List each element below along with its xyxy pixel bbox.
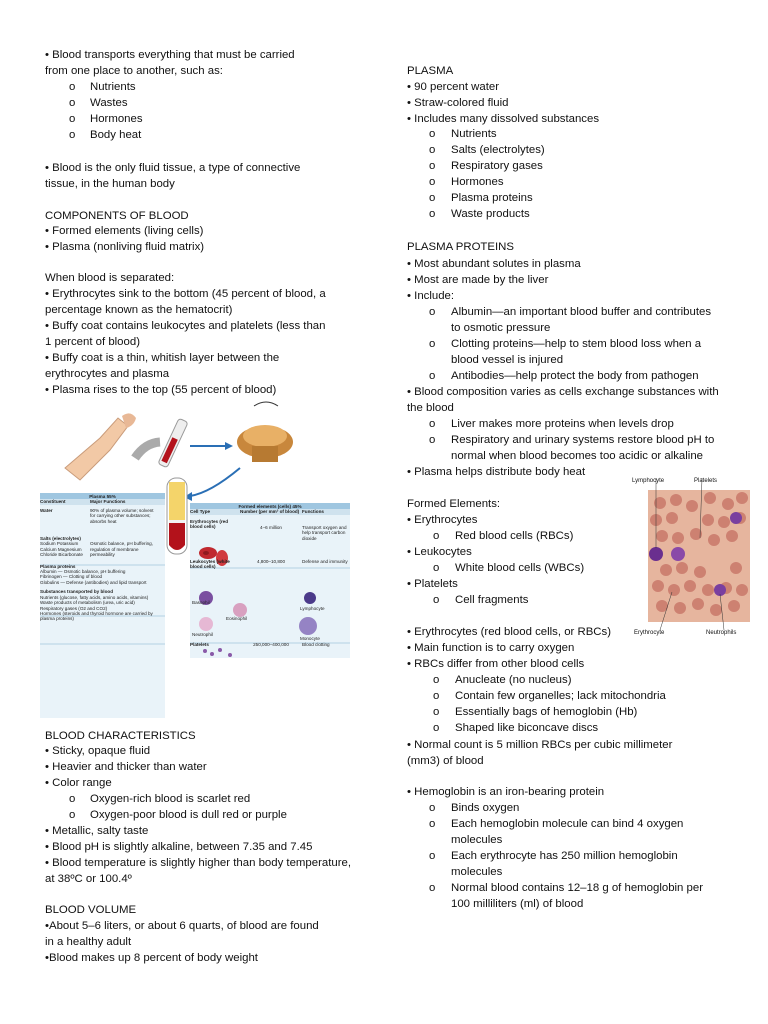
plasma-item: • Straw-colored fluid	[407, 97, 509, 109]
list-bullet: o	[433, 722, 440, 734]
label-monocyte: Monocyte	[300, 636, 320, 641]
transport-item: Wastes	[90, 97, 128, 109]
plasma-substance: Respiratory gases	[451, 160, 543, 172]
component-item: • Plasma (nonliving fluid matrix)	[45, 241, 205, 253]
plasma-item: • 90 percent water	[407, 81, 499, 93]
label-eosinophil: Eosinophil	[226, 616, 248, 621]
list-bullet: o	[429, 882, 436, 894]
separated-line: • Erythrocytes sink to the bottom (45 percent of blood, a	[45, 288, 326, 300]
formed-elements-table	[190, 504, 350, 647]
plasma-proteins-item: • Most abundant solutes in plasma	[407, 258, 581, 270]
volume-line: •About 5–6 liters, or about 6 quarts, of blood are found	[45, 920, 319, 932]
transported-hormones: Hormones (steroids and thyroid hormone are carried by plasma proteins)	[40, 610, 153, 622]
normal-count-line: • Normal count is 5 million RBCs per cubic millimeter	[407, 739, 673, 751]
salts-title: Salts (electrolytes)	[40, 536, 81, 542]
list-bullet: o	[429, 128, 436, 140]
characteristics-item: • Blood temperature is slightly higher than body temperature,	[45, 857, 352, 869]
rbc-feature: Shaped like biconcave discs	[455, 722, 599, 734]
plasma-substance: Salts (electrolytes)	[451, 144, 545, 156]
list-bullet: o	[429, 176, 436, 188]
list-bullet: o	[69, 809, 76, 821]
plasma-substance: Hormones	[451, 176, 504, 188]
transport-item: Body heat	[90, 129, 142, 141]
protein-globulins: Globulins — Defense (antibodies) and lipid transport	[40, 579, 147, 585]
micro-label-lymphocyte: Lymphocyte	[632, 478, 665, 484]
plasma-table	[40, 494, 165, 622]
list-bullet: o	[429, 802, 436, 814]
label-neutrophil: Neutrophil	[192, 632, 213, 637]
volume-line: in a healthy adult	[45, 936, 132, 948]
hemoglobin-fact-line: Normal blood contains 12–18 g of hemoglobin per	[451, 882, 704, 894]
salts-list: Sodium Potassium Calcium Magnesium Chloride Bicarbonate	[40, 541, 83, 558]
formed-element: • Platelets	[407, 578, 458, 590]
left-intro-line: from one place to another, such as:	[45, 65, 223, 77]
list-bullet: o	[429, 306, 436, 318]
separated-line: • Plasma rises to the top (55 percent of blood)	[45, 384, 277, 396]
hemoglobin-fact-line: 100 milliliters (ml) of blood	[451, 898, 584, 910]
hemoglobin-fact-line: molecules	[451, 834, 503, 846]
label-lymphocyte: Lymphocyte	[300, 606, 325, 611]
protein-type-line: blood vessel is injured	[451, 354, 564, 366]
leukocytes-count: 4,800–10,800	[256, 559, 286, 565]
characteristics-item: • Sticky, opaque fluid	[45, 745, 151, 757]
characteristics-item: • Metallic, salty taste	[45, 825, 149, 837]
characteristics-item: • Blood pH is slightly alkaline, between 7.35 and 7.45	[45, 841, 313, 853]
plasma-header: Plasma 55%	[40, 494, 165, 499]
fluid-tissue-line: tissue, in the human body	[45, 178, 175, 190]
rbc-feature: Contain few organelles; lack mitochondria	[455, 690, 666, 702]
list-bullet: o	[429, 338, 436, 350]
formed-element: • Leukocytes	[407, 546, 472, 558]
erythrocytes-count: 4–6 million	[260, 524, 282, 530]
separated-line: percentage known as the hematocrit)	[45, 304, 233, 316]
separated-line: erythrocytes and plasma	[45, 368, 170, 380]
rbc-line: • RBCs differ from other blood cells	[407, 658, 585, 670]
hemoglobin-fact-line: Each hemoglobin molecule can bind 4 oxygen	[451, 818, 684, 830]
composition-item-line: Respiratory and urinary systems restore blood pH to	[451, 434, 715, 446]
volume-line: •Blood makes up 8 percent of body weight	[45, 952, 258, 964]
distribute-line: • Plasma helps distribute body heat	[407, 466, 586, 478]
label-basophil: Basophil	[192, 600, 210, 605]
color-item: Oxygen-poor blood is dull red or purple	[90, 809, 287, 821]
list-bullet: o	[69, 81, 76, 93]
hemoglobin-fact-line: Binds oxygen	[451, 802, 520, 814]
list-bullet: o	[69, 793, 76, 805]
protein-type-line: Albumin—an important blood buffer and contributes	[451, 306, 712, 318]
transport-item: Nutrients	[90, 81, 136, 93]
formed-element-desc: Red blood cells (RBCs)	[455, 530, 574, 542]
formed-element-desc: White blood cells (WBCs)	[455, 562, 585, 574]
list-bullet: o	[433, 530, 440, 542]
separated-line: • Buffy coat contains leukocytes and platelets (less than	[45, 320, 326, 332]
list-bullet: o	[433, 690, 440, 702]
rbc-feature: Essentially bags of hemoglobin (Hb)	[455, 706, 638, 718]
micro-label-platelets: Platelets	[694, 478, 718, 484]
transported-gases: Respiratory gases (O2 and CO2)	[40, 605, 108, 611]
characteristics-item: • Heavier and thicker than water	[45, 761, 207, 773]
separated-heading: When blood is separated:	[45, 272, 175, 284]
plasma-proteins-item: • Include:	[407, 290, 455, 302]
list-bullet: o	[429, 418, 436, 430]
salts-row	[40, 541, 165, 557]
blood-smear-micrograph	[620, 478, 752, 644]
water-row	[40, 508, 165, 524]
composition-item-line: normal when blood becomes too acidic or alkaline	[451, 450, 704, 462]
list-bullet: o	[69, 97, 76, 109]
platelets-label: Platelets	[190, 642, 209, 647]
formed-col-headers	[190, 509, 350, 514]
list-bullet: o	[429, 370, 436, 382]
characteristics-item: • Color range	[45, 777, 112, 789]
list-bullet: o	[69, 113, 76, 125]
col-functions: Functions	[302, 509, 324, 515]
micro-label-neutrophils: Neutrophils	[706, 630, 737, 636]
transport-item: Hormones	[90, 113, 143, 125]
water-fn: 90% of plasma volume; solvent for carrying other substances; absorbs heat	[90, 507, 154, 524]
col-cell-type: Cell Type	[190, 509, 211, 515]
leukocytes-row	[190, 559, 350, 570]
rbc-line: • Erythrocytes (red blood cells, or RBCs)	[407, 626, 612, 638]
platelets-count: 250,000–400,000	[253, 642, 289, 647]
plasma-item: • Includes many dissolved substances	[407, 113, 600, 125]
characteristics-heading: BLOOD CHARACTERISTICS	[45, 730, 196, 742]
normal-count-line: (mm3) of blood	[407, 755, 484, 767]
list-bullet: o	[429, 160, 436, 172]
col-major-functions: Major Functions	[90, 499, 126, 505]
protein-albumin: Albumin — Osmotic balance, pH buffering	[40, 569, 126, 575]
list-bullet: o	[433, 674, 440, 686]
protein-type-line: Antibodies—help protect the body from pathogen	[451, 370, 699, 382]
protein-type-line: Clotting proteins—help to stem blood loss when a	[451, 338, 702, 350]
col-number: Number (per mm³ of blood)	[240, 509, 300, 515]
plasma-substance: Waste products	[451, 208, 530, 220]
platelets-row	[190, 642, 350, 647]
color-item: Oxygen-rich blood is scarlet red	[90, 793, 251, 805]
proteins-title: Plasma proteins	[40, 563, 76, 569]
component-item: • Formed elements (living cells)	[45, 225, 204, 237]
transported-title: Substances transported by blood	[40, 589, 113, 595]
list-bullet: o	[433, 562, 440, 574]
formed-element: • Erythrocytes	[407, 514, 478, 526]
plasma-proteins-heading: PLASMA PROTEINS	[407, 241, 514, 253]
composition-line: the blood	[407, 402, 454, 414]
separated-line: • Buffy coat is a thin, whitish layer between the	[45, 352, 280, 364]
fluid-tissue-line: • Blood is the only fluid tissue, a type of connective	[45, 162, 301, 174]
list-bullet: o	[433, 706, 440, 718]
formed-elements-heading: Formed Elements:	[407, 498, 501, 510]
list-bullet: o	[429, 434, 436, 446]
list-bullet: o	[69, 129, 76, 141]
characteristics-item: at 38ºC or 100.4º	[45, 873, 132, 885]
components-heading: COMPONENTS OF BLOOD	[45, 210, 189, 222]
list-bullet: o	[429, 208, 436, 220]
list-bullet: o	[429, 818, 436, 830]
transported-waste: Waste products of metabolism (urea, uric acid)	[40, 600, 135, 606]
plasma-col-headers	[40, 499, 165, 504]
plasma-substance: Plasma proteins	[451, 192, 533, 204]
erythrocytes-fn: Transport oxygen and help transport carbon dioxide	[302, 524, 347, 541]
hemoglobin-fact-line: molecules	[451, 866, 503, 878]
formed-element-desc: Cell fragments	[455, 594, 529, 606]
rbc-feature: Anucleate (no nucleus)	[455, 674, 572, 686]
erythrocytes-row	[190, 519, 350, 541]
list-bullet: o	[429, 850, 436, 862]
protein-fibrinogen: Fibrinogen — Clotting of blood	[40, 574, 103, 580]
hemoglobin-line: • Hemoglobin is an iron-bearing protein	[407, 786, 605, 798]
hemoglobin-fact-line: Each erythrocyte has 250 million hemoglobin	[451, 850, 678, 862]
col-constituent: Constituent	[40, 499, 66, 505]
micrograph-image	[620, 478, 752, 644]
leukocytes-fn: Defense and immunity	[302, 559, 348, 565]
plasma-heading: PLASMA	[407, 65, 454, 77]
separated-line: 1 percent of blood)	[45, 336, 140, 348]
rbc-line: • Main function is to carry oxygen	[407, 642, 575, 654]
plasma-proteins-item: • Most are made by the liver	[407, 274, 549, 286]
water-label: Water	[40, 507, 53, 513]
list-bullet: o	[429, 192, 436, 204]
composition-line: • Blood composition varies as cells exchange substances with	[407, 386, 719, 398]
micro-label-erythrocyte: Erythrocyte	[634, 630, 665, 636]
formed-header: Formed elements (cells) 45%	[190, 504, 350, 509]
transported-nutrients: Nutrients (glucose, fatty acids, amino acids, vitamins)	[40, 594, 149, 600]
composition-item-line: Liver makes more proteins when levels drop	[451, 418, 674, 430]
list-bullet: o	[433, 594, 440, 606]
left-intro-line: • Blood transports everything that must be carried	[45, 49, 295, 61]
blood-composition-figure	[40, 398, 358, 720]
volume-heading: BLOOD VOLUME	[45, 904, 137, 916]
erythrocytes-label: Erythrocytes (red blood cells)	[190, 518, 229, 530]
platelets-fn: Blood clotting	[302, 642, 330, 647]
plasma-substance: Nutrients	[451, 128, 497, 140]
list-bullet: o	[429, 144, 436, 156]
protein-type-line: to osmotic pressure	[451, 322, 551, 334]
salts-fn: Osmotic balance, pH buffering, regulation of membrane permeability	[90, 541, 153, 558]
leukocytes-label: Leukocytes (white blood cells)	[190, 559, 230, 570]
